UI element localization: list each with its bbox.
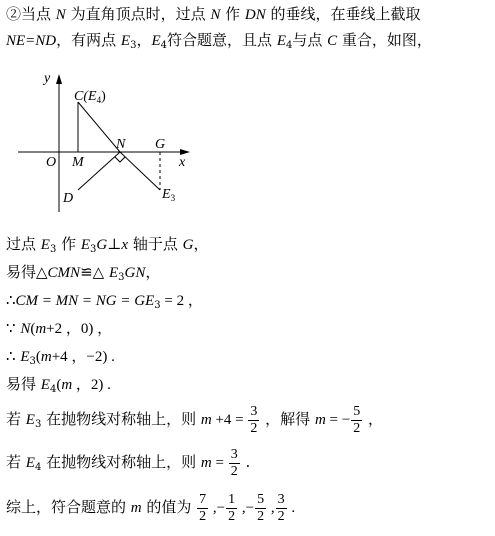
fraction-3-2: $\frac{3}{2}$	[250, 403, 258, 436]
label-x: x	[179, 155, 186, 170]
body-line-7: 若 $E_3$ 在抛物线对称轴上，则 m +4 = $\frac{3}{2}$ ，解得 m = − $\frac{5}{2}$ ，	[6, 403, 383, 436]
fraction-1-2: $\frac{1}{2}$	[228, 491, 236, 524]
label-origin: O	[46, 155, 57, 170]
body-line-2: 易得△CMN≌△ $E_3GN$，	[6, 263, 161, 283]
body-line-3: ∴CM = MN = NG = $GE_3 = 2$ ，	[6, 291, 203, 311]
segment-ND	[78, 152, 120, 190]
label-M: M	[72, 155, 84, 170]
body-line-9: 综上，符合题意的 m 的值为 $\frac{7}{2}$ ,− $\frac{1}{2}$ ,− $\frac{5}{2}$ , $\frac{3}{2}$ .	[6, 491, 296, 524]
intro-line-1: ②当点 N 为直角顶点时，过点 N 作 DN 的垂线，在垂线上截取	[6, 5, 421, 23]
body-line-8: 若 $E_4$ 在抛物线对称轴上，则 m = $\frac{3}{2}$ .	[6, 446, 251, 479]
body-line-1: 过点 $E_3$ 作 $E_3G\perp x$ 轴于点 G，	[6, 235, 209, 255]
intro-line-2: NE=ND，有两点 $E_3$，$E_4$符合题意，且点 $E_4$与点 C 重合，如图，	[6, 31, 432, 51]
fraction-7-2: $\frac{7}{2}$	[199, 491, 207, 524]
label-C: $C(E_4)$	[74, 89, 106, 105]
body-line-4: ∵ N(m+2 ，0) ，	[6, 319, 113, 337]
body-line-5: ∴ $E_3(m+4$ ，−2) .	[6, 347, 115, 367]
body-line-6: 易得 $E_4(m$ ，2) .	[6, 375, 111, 395]
fraction-5-2b: $\frac{5}{2}$	[257, 491, 265, 524]
label-E3: $E_3$	[162, 187, 176, 203]
fraction-3-2c: $\frac{3}{2}$	[277, 491, 285, 524]
right-angle-mark	[115, 157, 125, 162]
label-G: G	[155, 137, 166, 152]
segment-CN	[78, 102, 120, 152]
label-y: y	[44, 71, 51, 86]
fraction-5-2: $\frac{5}{2}$	[353, 403, 361, 436]
y-axis-arrow	[56, 74, 62, 84]
label-N: N	[116, 137, 126, 152]
circled-number: ②	[6, 5, 22, 23]
coordinate-figure	[0, 62, 495, 232]
segment-NE3	[120, 152, 160, 190]
fraction-3-2b: $\frac{3}{2}$	[230, 446, 238, 479]
label-D: D	[63, 191, 74, 206]
